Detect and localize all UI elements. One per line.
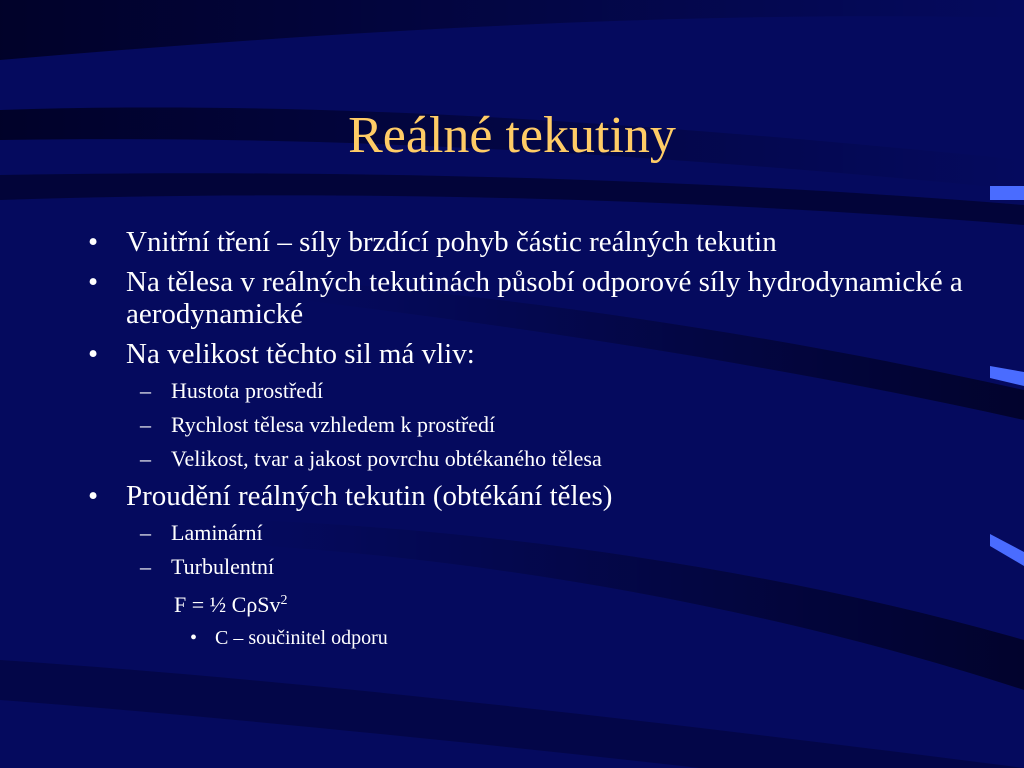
bullet-marker: • (88, 338, 99, 370)
bullet-marker: • (88, 480, 99, 512)
dash-marker: – (140, 412, 151, 437)
sub-bullet-text: Velikost, tvar a jakost povrchu obtékaného tělesa (171, 446, 602, 471)
bullet-item (88, 480, 988, 512)
sub-sub-bullet-text: C – součinitel odporu (215, 627, 388, 649)
sub-bullet-item (88, 412, 988, 438)
bullet-item (88, 226, 988, 258)
slide-title (0, 104, 1024, 168)
dash-marker: – (140, 446, 151, 471)
sub-bullet-item (88, 378, 988, 404)
sub-bullet-item (88, 520, 988, 546)
sub-bullet-text: Hustota prostředí (171, 378, 324, 403)
bullet-marker: • (190, 627, 198, 649)
bullet-item (88, 266, 988, 330)
dash-marker: – (140, 554, 151, 579)
dash-marker: – (140, 378, 151, 403)
sub-sub-bullet-item (88, 626, 988, 650)
accent-stripe (990, 534, 1024, 566)
background-stripe (0, 660, 1024, 768)
slide-title-text: Reálné tekutiny (348, 107, 676, 164)
formula-text: F = ½ CρSv (174, 592, 281, 617)
bullet-marker: • (88, 226, 99, 258)
accent-stripe (990, 186, 1024, 200)
accent-stripe (990, 366, 1024, 386)
bullet-text: Proudění reálných tekutin (obtékání těles) (126, 480, 613, 512)
background-stripe (0, 0, 1024, 60)
bullet-text: Na velikost těchto sil má vliv: (126, 338, 475, 370)
sub-bullet-item (88, 554, 988, 580)
bullet-text: Vnitřní tření – síly brzdící pohyb částic reálných tekutin (126, 226, 777, 258)
background-stripe (0, 173, 1024, 225)
sub-bullet-text: Laminární (171, 520, 263, 545)
formula-exponent: 2 (280, 593, 288, 608)
bullet-text: Na tělesa v reálných tekutinách působí odporové síly hydrodynamické a aerodynamické (126, 266, 963, 330)
bullet-list (88, 226, 988, 650)
drag-formula (88, 588, 988, 618)
sub-bullet-text: Rychlost tělesa vzhledem k prostředí (171, 412, 496, 437)
sub-bullet-item (88, 446, 988, 472)
sub-bullet-text: Turbulentní (171, 554, 275, 579)
bullet-item (88, 338, 988, 370)
dash-marker: – (140, 520, 151, 545)
bullet-marker: • (88, 266, 99, 298)
